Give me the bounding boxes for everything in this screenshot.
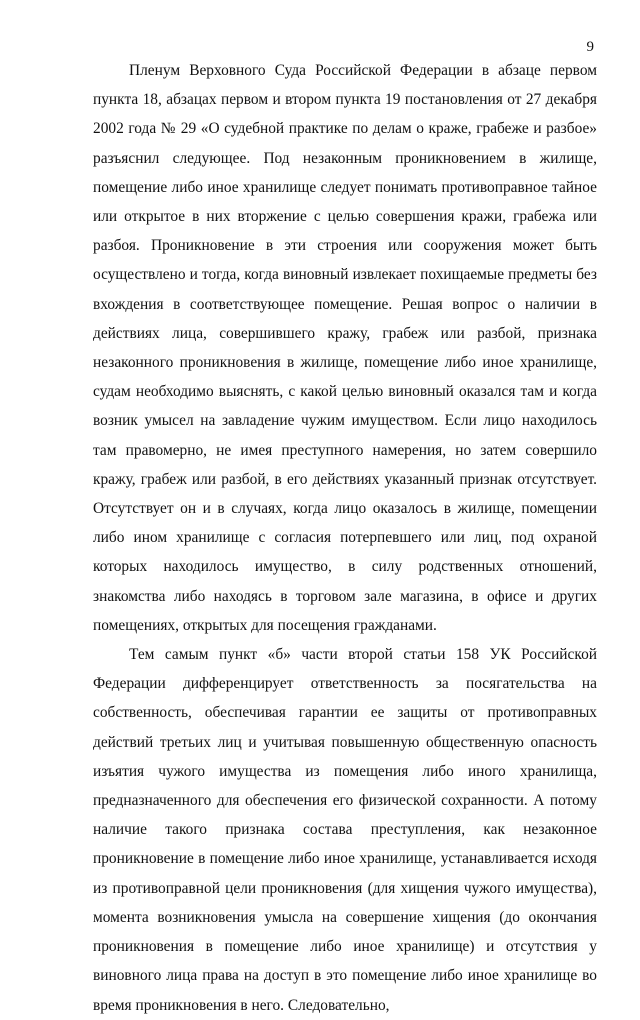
document-body: [93, 56, 597, 1020]
paragraph-1: Пленум Верховного Суда Российской Федерации в абзаце первом пункта 18, абзацах первом и втором пункта 19 постановления от 27 декабря 2002 года № 29 «О судебной практике по делам о краже, грабеже и разбое» разъяснил следующее. Под незаконным проникновением в жилище, помещение либо иное хранилище следует понимать противоправное тайное или открытое в них вторжение с целью совершения кражи, грабежа или разбоя. Проникновение в эти строения или сооружения может быть осуществлено и тогда, когда виновный извлекает похищаемые предметы без вхождения в соответствующее помещение. Решая вопрос о наличии в действиях лица, совершившего кражу, грабеж или разбой, признака незаконного проникновения в жилище, помещение либо иное хранилище, судам необходимо выяснять, с какой целью виновный оказался там и когда возник умысел на завладение чужим имуществом. Если лицо находилось там правомерно, не имея преступного намерения, но затем совершило кражу, грабеж или разбой, в его действиях указанный признак отсутствует. Отсутствует он и в случаях, когда лицо оказалось в жилище, помещении либо ином хранилище с согласия потерпевшего или лиц, под охраной которых находилось имущество, в силу родственных отношений, знакомства либо находясь в торговом зале магазина, в офисе и других помещениях, открытых для посещения гражданами.: [93, 62, 597, 634]
paragraph-2: Тем самым пункт «б» части второй статьи 158 УК Российской Федерации дифференцирует ответственность за посягательства на собственность, обеспечивая гарантии ее защиты от противоправных действий третьих лиц и учитывая повышенную общественную опасность изъятия чужого имущества из помещения либо иного хранилища, предназначенного для обеспечения его физической сохранности. А потому наличие такого признака состава преступления, как незаконное проникновение в помещение либо иное хранилище, устанавливается исходя из противоправной цели проникновения (для хищения чужого имущества), момента возникновения умысла на совершение хищения (до окончания проникновения в помещение либо иное хранилище) и отсутствия у виновного лица права на доступ в это помещение либо иное хранилище во время проникновения в него. Следовательно,: [93, 646, 597, 1014]
page-number: 9: [586, 39, 594, 55]
